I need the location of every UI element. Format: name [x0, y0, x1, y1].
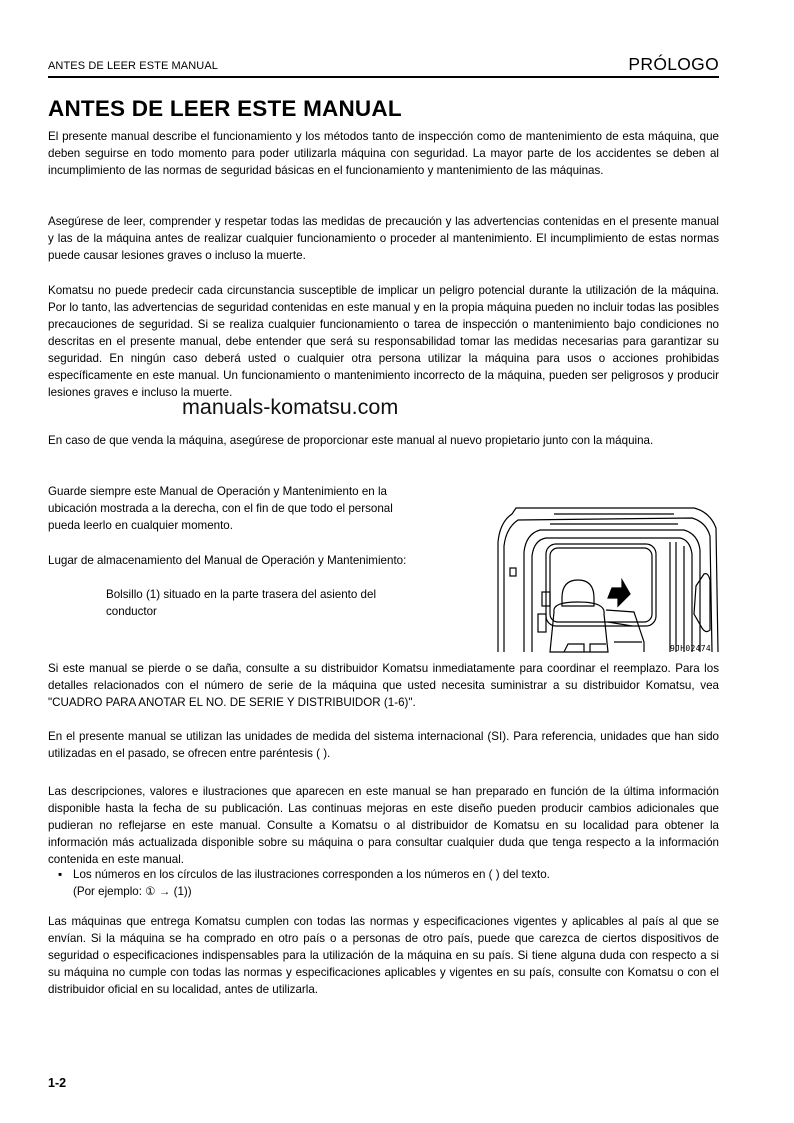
- paragraph-resale: En caso de que venda la máquina, asegúrese de proporcionar este manual al nuevo propietario junto con la máquina.: [48, 434, 654, 447]
- cab-illustration: [494, 502, 728, 654]
- paragraph-replacement: Si este manual se pierde o se daña, consulte a su distribuidor Komatsu inmediatamente para coordinar el reemplazo. Para los detalles relacionados con el número de serie de la máquina que usted necesita suministrar a su distribuidor Komatsu, vea "CUADRO PARA ANOTAR EL NO. DE SERIE Y DISTRIBUIDOR (1-6)".: [48, 662, 719, 709]
- paragraph-storage-instruction: Guarde siempre este Manual de Operación y Mantenimiento en la ubicación mostrada a la derecha, con el fin de que todo el personal pueda leerlo en cualquier momento.: [48, 485, 393, 532]
- paragraph-descriptions: Las descripciones, valores e ilustraciones que aparecen en este manual se han preparado en función de la última información disponible hasta la fecha de su publicación. Las continuas mejoras en este diseño pueden producir cambios adicionales que pudieran no reflejarse en este manual. Consulte a Komatsu o al distribuidor de Komatsu en su localidad para obtener la información más actualizada disponible sobre su máquina o para consultar cualquier duda que tenga respecto a la información contenida en este manual.: [48, 785, 719, 866]
- bullet-example: (Por ejemplo: ① → (1)): [73, 885, 192, 898]
- paragraph-precautions: Asegúrese de leer, comprender y respetar todas las medidas de precaución y las advertencias contenidas en el presente manual y las de la máquina antes de realizar cualquier funcionamiento o proceder al mantenimiento. El incumplimiento de estas normas puede causar lesiones graves o incluso la muerte.: [48, 215, 719, 262]
- page-number: 1-2: [48, 1076, 67, 1090]
- bullet-text: Los números en los círculos de las ilustraciones corresponden a los números en ( ) del texto.: [73, 868, 550, 881]
- bullet-icon: ▪: [58, 868, 63, 881]
- page-title: ANTES DE LEER ESTE MANUAL: [48, 96, 402, 121]
- running-head: ANTES DE LEER ESTE MANUAL: [48, 60, 218, 72]
- header-rule: [48, 76, 719, 78]
- paragraph-intro: El presente manual describe el funcionamiento y los métodos tanto de inspección como de mantenimiento de esta máquina, que deben seguirse en todo momento para poder utilizarla máquina con seguridad. La mayor parte de los accidentes se deben al incumplimiento de las normas de seguridad básicas en el funcionamiento y mantenimiento de las máquinas.: [48, 130, 719, 177]
- figure-code: 9JH02474: [670, 644, 711, 653]
- bullet-item: [58, 866, 718, 900]
- paragraph-compliance: Las máquinas que entrega Komatsu cumplen con todas las normas y especificaciones vigentes y aplicables al país al que se envían. Si la máquina se ha comprado en otro país o a personas de otro país, puede que carezca de ciertos dispositivos de seguridad o especificaciones indispensables para la utilización de la máquina en su país. Si tiene alguna duda con respecto a si su máquina no cumple con todas las normas y especificaciones aplicables y vigentes en su país, consulte con Komatsu o con el distribuidor oficial en su localidad, antes de utilizarla.: [48, 915, 719, 996]
- storage-location-label: Lugar de almacenamiento del Manual de Operación y Mantenimiento:: [48, 554, 407, 567]
- paragraph-hazards: Komatsu no puede predecir cada circunstancia susceptible de implicar un peligro potencial durante la utilización de la máquina. Por lo tanto, las advertencias de seguridad contenidas en este manual y en la propia máquina pueden no incluir todas las posibles precauciones de seguridad. Si se realiza cualquier funcionamiento o tarea de inspección o mantenimiento bajo condiciones no descritas en el presente manual, debe entender que será su responsabilidad tomar las medidas necesarias para garantizar su seguridad. En ningún caso deberá usted o cualquier otra persona utilizar la máquina para usos o acciones prohibidas específicamente en este manual. Un funcionamiento o mantenimiento incorrecto de la máquina, pueden ser peligrosos y producir lesiones graves e incluso la muerte.: [48, 284, 719, 399]
- paragraph-units: En el presente manual se utilizan las unidades de medida del sistema internacional (SI). Para referencia, unidades que han sido utilizadas en el pasado, se ofrecen entre paréntesis ( ).: [48, 730, 719, 760]
- watermark: manuals-komatsu.com: [182, 395, 399, 419]
- storage-location-value: Bolsillo (1) situado en la parte trasera del asiento del conductor: [106, 588, 377, 618]
- section-label: PRÓLOGO: [628, 54, 719, 74]
